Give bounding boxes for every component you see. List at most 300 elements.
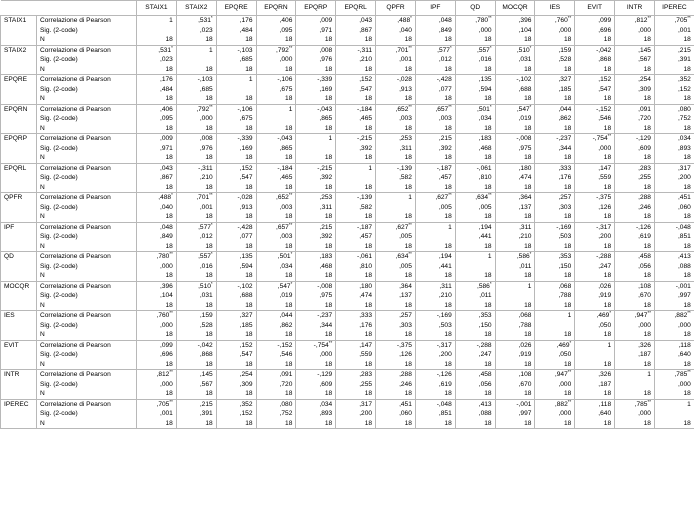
count-cell xyxy=(336,360,376,370)
cell-value: 18 xyxy=(285,242,293,250)
significance-cell xyxy=(137,203,177,213)
table-row xyxy=(1,16,694,26)
cell-value: 18 xyxy=(324,242,333,250)
significance-cell xyxy=(137,321,177,331)
cell-value: ,547 xyxy=(359,85,373,93)
cell-value: ,868 xyxy=(199,351,213,358)
cell-value: ,145 xyxy=(638,46,651,54)
significance-cell xyxy=(575,114,615,124)
cell-value: 18 xyxy=(683,213,691,220)
cell-value: ,210 xyxy=(438,292,452,299)
count-cell xyxy=(495,153,535,163)
cell-value: -,102 xyxy=(516,76,532,83)
count-cell xyxy=(296,124,336,134)
count-cell xyxy=(615,419,655,429)
cell-value: ,947 xyxy=(634,312,648,319)
row-variable-spacer xyxy=(1,262,37,272)
count-cell xyxy=(575,419,615,429)
column-header-staix1: STAIX1 xyxy=(137,1,177,16)
cell-value: ,003 xyxy=(279,233,293,240)
cell-value: ,785 xyxy=(674,371,688,378)
cell-value: 18 xyxy=(603,272,612,279)
cell-value: 1 xyxy=(328,135,333,142)
table-row xyxy=(1,45,694,55)
cell-value: 18 xyxy=(205,331,213,338)
significance-cell xyxy=(415,173,455,183)
significance-cell xyxy=(575,380,615,390)
count-cell xyxy=(615,212,655,222)
cell-value: 1 xyxy=(487,253,492,260)
row-variable-spacer xyxy=(1,114,37,124)
cell-value: 18 xyxy=(683,331,691,338)
significance-cell xyxy=(654,232,694,242)
significance-cell xyxy=(615,144,655,154)
cell-value: 18 xyxy=(245,36,253,43)
cell-value: ,019 xyxy=(518,115,532,122)
cell-value: 18 xyxy=(324,36,333,43)
correlation-cell xyxy=(535,252,575,262)
correlation-cell xyxy=(376,311,416,321)
significance-cell xyxy=(216,350,256,360)
correlation-cell xyxy=(415,75,455,85)
correlation-cell xyxy=(495,193,535,203)
correlation-cell xyxy=(495,45,535,55)
correlation-cell xyxy=(296,193,336,203)
cell-value: ,997 xyxy=(518,410,532,417)
cell-value: ,023 xyxy=(199,26,213,34)
cell-value: ,159 xyxy=(558,46,572,54)
cell-value: -,139 xyxy=(396,164,412,172)
count-cell xyxy=(415,94,455,104)
significance-cell xyxy=(176,350,216,360)
statistic-label: Correlazione di Pearson xyxy=(37,134,137,144)
significance-cell xyxy=(615,55,655,65)
cell-value: ,546 xyxy=(279,351,293,358)
row-variable-label: QPFR xyxy=(1,193,37,203)
cell-value: 18 xyxy=(245,183,253,191)
cell-value: ,531 xyxy=(198,17,211,24)
cell-value: 18 xyxy=(364,331,373,338)
count-cell xyxy=(535,212,575,222)
significance-cell xyxy=(654,291,694,301)
cell-value: ,031 xyxy=(518,56,532,63)
count-cell xyxy=(455,419,495,429)
cell-value: ,012 xyxy=(199,233,213,240)
table-row xyxy=(1,409,694,419)
correlation-cell xyxy=(256,399,296,409)
cell-value: ,547 xyxy=(598,85,612,93)
cell-value: 18 xyxy=(563,272,572,279)
correlation-cell xyxy=(176,45,216,55)
cell-value: 18 xyxy=(524,390,532,397)
cell-value: ,000 xyxy=(160,380,173,388)
count-cell xyxy=(216,419,256,429)
cell-value: ,501 xyxy=(277,253,291,260)
correlation-cell xyxy=(654,134,694,144)
significance-cell xyxy=(615,114,655,124)
cell-value: ,458 xyxy=(638,253,651,260)
cell-value: ,176 xyxy=(160,76,173,83)
statistic-label: Sig. (2-code) xyxy=(37,262,137,272)
count-cell xyxy=(615,271,655,281)
correlation-cell xyxy=(176,281,216,291)
correlation-cell xyxy=(535,399,575,409)
table-row xyxy=(1,35,694,45)
count-cell xyxy=(376,301,416,311)
significance-cell xyxy=(415,85,455,95)
cell-value: ,634 xyxy=(475,194,489,201)
cell-value: ,255 xyxy=(638,174,651,181)
correlation-cell xyxy=(216,399,256,409)
cell-value: 18 xyxy=(643,36,651,43)
cell-value: 18 xyxy=(165,213,173,220)
cell-value: 18 xyxy=(205,36,213,43)
significance-cell xyxy=(296,55,336,65)
row-variable-spacer xyxy=(1,232,37,242)
cell-value: ,457 xyxy=(438,174,452,181)
count-cell xyxy=(256,124,296,134)
row-variable-label: IES xyxy=(1,311,37,321)
count-cell xyxy=(176,271,216,281)
correlation-cell xyxy=(575,370,615,380)
correlation-cell xyxy=(176,104,216,114)
cell-value: ,865 xyxy=(319,115,333,122)
cell-value: 18 xyxy=(484,390,492,397)
significance-cell xyxy=(137,144,177,154)
count-cell xyxy=(455,183,495,193)
cell-value: ,068 xyxy=(558,282,572,290)
correlation-cell xyxy=(376,281,416,291)
cell-value: ,788 xyxy=(558,292,572,299)
cell-value: 18 xyxy=(245,242,253,250)
column-header-mocqr: MOCQR xyxy=(495,1,535,16)
significance-marker: ** xyxy=(607,133,612,138)
cell-value: ,008 xyxy=(199,135,213,142)
correlation-cell xyxy=(176,193,216,203)
cell-value: ,685 xyxy=(239,56,253,63)
table-row xyxy=(1,203,694,213)
significance-marker: * xyxy=(290,280,293,286)
cell-value: 18 xyxy=(683,360,691,368)
cell-value: 18 xyxy=(404,242,412,250)
row-variable-spacer xyxy=(1,144,37,154)
significance-cell xyxy=(455,173,495,183)
significance-cell xyxy=(296,350,336,360)
statistic-label: Correlazione di Pearson xyxy=(37,163,137,173)
cell-value: 18 xyxy=(484,213,492,220)
cell-value: ,913 xyxy=(239,203,253,211)
significance-cell xyxy=(495,144,535,154)
header-row xyxy=(1,1,694,16)
count-cell xyxy=(216,183,256,193)
cell-value: 18 xyxy=(404,95,412,102)
cell-value: ,026 xyxy=(518,341,532,349)
count-cell xyxy=(256,94,296,104)
significance-cell xyxy=(176,380,216,390)
count-cell xyxy=(256,153,296,163)
cell-value: 18 xyxy=(484,301,492,309)
correlation-cell xyxy=(376,104,416,114)
cell-value: 18 xyxy=(165,390,173,397)
count-cell xyxy=(415,419,455,429)
count-cell xyxy=(535,124,575,134)
cell-value: 18 xyxy=(205,242,213,250)
cell-value: ,034 xyxy=(677,135,691,142)
correlation-cell xyxy=(296,399,336,409)
cell-value: ,547 xyxy=(239,351,253,358)
significance-cell xyxy=(336,232,376,242)
correlation-cell xyxy=(296,45,336,55)
significance-marker: ** xyxy=(209,192,213,197)
cell-value: 18 xyxy=(364,360,373,368)
count-cell xyxy=(615,360,655,370)
correlation-cell xyxy=(137,16,177,26)
row-variable-spacer xyxy=(1,291,37,301)
statistic-label: N xyxy=(37,330,137,340)
cell-value: ,760 xyxy=(156,312,170,319)
count-cell xyxy=(654,360,694,370)
correlation-cell xyxy=(176,222,216,232)
significance-marker: ** xyxy=(408,251,412,256)
correlation-cell xyxy=(336,311,376,321)
cell-value: 18 xyxy=(643,183,651,191)
cell-value: 1 xyxy=(408,194,412,201)
cell-value: ,016 xyxy=(478,56,492,63)
cell-value: ,000 xyxy=(677,321,691,329)
statistic-label: N xyxy=(37,35,137,45)
significance-cell xyxy=(495,85,535,95)
cell-value: -,184 xyxy=(277,164,293,172)
cell-value: ,333 xyxy=(359,312,373,319)
significance-cell xyxy=(176,262,216,272)
significance-cell xyxy=(455,321,495,331)
table-row xyxy=(1,65,694,75)
statistic-label: Correlazione di Pearson xyxy=(37,340,137,350)
correlation-cell xyxy=(296,311,336,321)
correlation-cell xyxy=(176,163,216,173)
count-cell xyxy=(575,330,615,340)
correlation-cell xyxy=(575,104,615,114)
correlation-cell xyxy=(256,222,296,232)
significance-marker: * xyxy=(489,44,492,50)
cell-value: 18 xyxy=(245,124,253,132)
cell-value: -,106 xyxy=(277,76,293,83)
significance-cell xyxy=(575,262,615,272)
row-variable-label: EPQRE xyxy=(1,75,37,85)
count-cell xyxy=(615,330,655,340)
cell-value: 18 xyxy=(484,36,492,43)
significance-cell xyxy=(296,114,336,124)
statistic-label: Sig. (2-code) xyxy=(37,85,137,95)
cell-value: ,043 xyxy=(160,164,173,172)
cell-value: ,609 xyxy=(319,380,333,388)
count-cell xyxy=(455,330,495,340)
significance-cell xyxy=(455,26,495,36)
correlation-cell xyxy=(216,75,256,85)
count-cell xyxy=(535,65,575,75)
count-cell xyxy=(575,183,615,193)
cell-value: ,152 xyxy=(239,341,253,349)
cell-value: 18 xyxy=(643,360,651,368)
column-header-evit: EVIT xyxy=(575,1,615,16)
cell-value: ,126 xyxy=(399,351,412,358)
correlation-cell xyxy=(256,134,296,144)
significance-cell xyxy=(296,262,336,272)
cell-value: ,288 xyxy=(638,194,651,201)
cell-value: ,309 xyxy=(638,85,651,93)
count-cell xyxy=(495,330,535,340)
count-cell xyxy=(455,271,495,281)
cell-value: ,586 xyxy=(476,282,490,290)
count-cell xyxy=(176,183,216,193)
cell-value: 18 xyxy=(245,154,253,161)
cell-value: 18 xyxy=(444,419,452,427)
correlation-cell xyxy=(535,370,575,380)
cell-value: ,104 xyxy=(518,26,532,34)
cell-value: -,754 xyxy=(592,135,608,142)
cell-value: 18 xyxy=(683,36,691,43)
significance-cell xyxy=(336,26,376,36)
cell-value: -,139 xyxy=(357,194,373,201)
cell-value: ,557 xyxy=(476,46,490,54)
statistic-label: N xyxy=(37,124,137,134)
count-cell xyxy=(575,242,615,252)
significance-cell xyxy=(336,380,376,390)
cell-value: ,003 xyxy=(279,203,293,211)
statistic-label: N xyxy=(37,301,137,311)
cell-value: ,867 xyxy=(160,174,173,181)
cell-value: 18 xyxy=(205,301,213,309)
cell-value: 1 xyxy=(169,17,173,24)
significance-cell xyxy=(575,26,615,36)
correlation-cell xyxy=(615,252,655,262)
statistic-label: N xyxy=(37,153,137,163)
cell-value: -,043 xyxy=(277,135,293,142)
cell-value: ,760 xyxy=(554,17,568,24)
significance-cell xyxy=(176,26,216,36)
count-cell xyxy=(256,65,296,75)
correlation-cell xyxy=(216,45,256,55)
significance-cell xyxy=(455,380,495,390)
count-cell xyxy=(535,35,575,45)
significance-marker: ** xyxy=(288,192,293,197)
table-row xyxy=(1,85,694,95)
cell-value: ,150 xyxy=(558,262,572,270)
row-variable-spacer xyxy=(1,242,37,252)
correlation-cell xyxy=(495,399,535,409)
significance-cell xyxy=(415,380,455,390)
count-cell xyxy=(336,419,376,429)
significance-cell xyxy=(137,350,177,360)
significance-cell xyxy=(535,291,575,301)
correlation-cell xyxy=(256,45,296,55)
significance-marker: ** xyxy=(687,15,691,20)
count-cell xyxy=(654,153,694,163)
count-cell xyxy=(376,360,416,370)
cell-value: ,000 xyxy=(160,321,173,329)
significance-cell xyxy=(535,26,575,36)
cell-value: ,976 xyxy=(199,144,213,152)
cell-value: 18 xyxy=(324,213,333,220)
correlation-cell xyxy=(336,281,376,291)
significance-cell xyxy=(455,114,495,124)
count-cell xyxy=(336,124,376,134)
significance-cell xyxy=(615,85,655,95)
cell-value: ,484 xyxy=(239,26,253,34)
table-row xyxy=(1,291,694,301)
count-cell xyxy=(216,212,256,222)
cell-value: 18 xyxy=(603,242,612,250)
correlation-cell xyxy=(654,370,694,380)
correlation-cell xyxy=(455,45,495,55)
significance-cell xyxy=(654,350,694,360)
cell-value: ,810 xyxy=(359,262,373,270)
cell-value: ,000 xyxy=(279,56,293,63)
cell-value: ,311 xyxy=(519,223,532,231)
correlation-cell xyxy=(296,75,336,85)
cell-value: ,000 xyxy=(638,321,651,329)
cell-value: ,152 xyxy=(239,164,253,172)
cell-value: 18 xyxy=(165,124,173,132)
significance-cell xyxy=(455,291,495,301)
significance-cell xyxy=(296,409,336,419)
cell-value: ,099 xyxy=(598,17,612,24)
row-variable-label: EPQRP xyxy=(1,134,37,144)
row-variable-label: EPQRL xyxy=(1,163,37,173)
significance-cell xyxy=(455,350,495,360)
count-cell xyxy=(137,419,177,429)
cell-value: ,720 xyxy=(638,115,651,122)
significance-cell xyxy=(495,380,535,390)
correlation-cell xyxy=(296,104,336,114)
significance-marker: * xyxy=(210,15,213,20)
correlation-cell xyxy=(495,281,535,291)
cell-value: ,008 xyxy=(319,46,333,54)
correlation-cell xyxy=(575,193,615,203)
count-cell xyxy=(455,65,495,75)
count-cell xyxy=(376,183,416,193)
correlation-cell xyxy=(336,252,376,262)
cell-value: ,609 xyxy=(638,144,651,152)
table-row xyxy=(1,94,694,104)
cell-value: ,050 xyxy=(598,321,612,329)
significance-cell xyxy=(296,232,336,242)
cell-value: 18 xyxy=(205,390,213,397)
cell-value: ,215 xyxy=(677,46,691,54)
significance-cell xyxy=(216,173,256,183)
significance-marker: ** xyxy=(169,369,173,374)
correlation-cell xyxy=(535,281,575,291)
cell-value: ,352 xyxy=(677,76,691,83)
cell-value: 18 xyxy=(245,331,253,338)
significance-cell xyxy=(415,144,455,154)
cell-value: 18 xyxy=(364,213,373,220)
cell-value: -,288 xyxy=(476,341,492,349)
cell-value: 18 xyxy=(563,390,572,397)
cell-value: 18 xyxy=(603,419,612,427)
significance-cell xyxy=(296,291,336,301)
statistic-label: Sig. (2-code) xyxy=(37,350,137,360)
cell-value: 18 xyxy=(563,242,572,250)
cell-value: ,080 xyxy=(279,400,293,408)
correlation-cell xyxy=(296,222,336,232)
statistic-label: N xyxy=(37,65,137,75)
significance-cell xyxy=(376,26,416,36)
count-cell xyxy=(176,94,216,104)
cell-value: ,913 xyxy=(399,85,412,93)
cell-value: ,849 xyxy=(160,233,173,240)
cell-value: ,253 xyxy=(399,135,412,142)
